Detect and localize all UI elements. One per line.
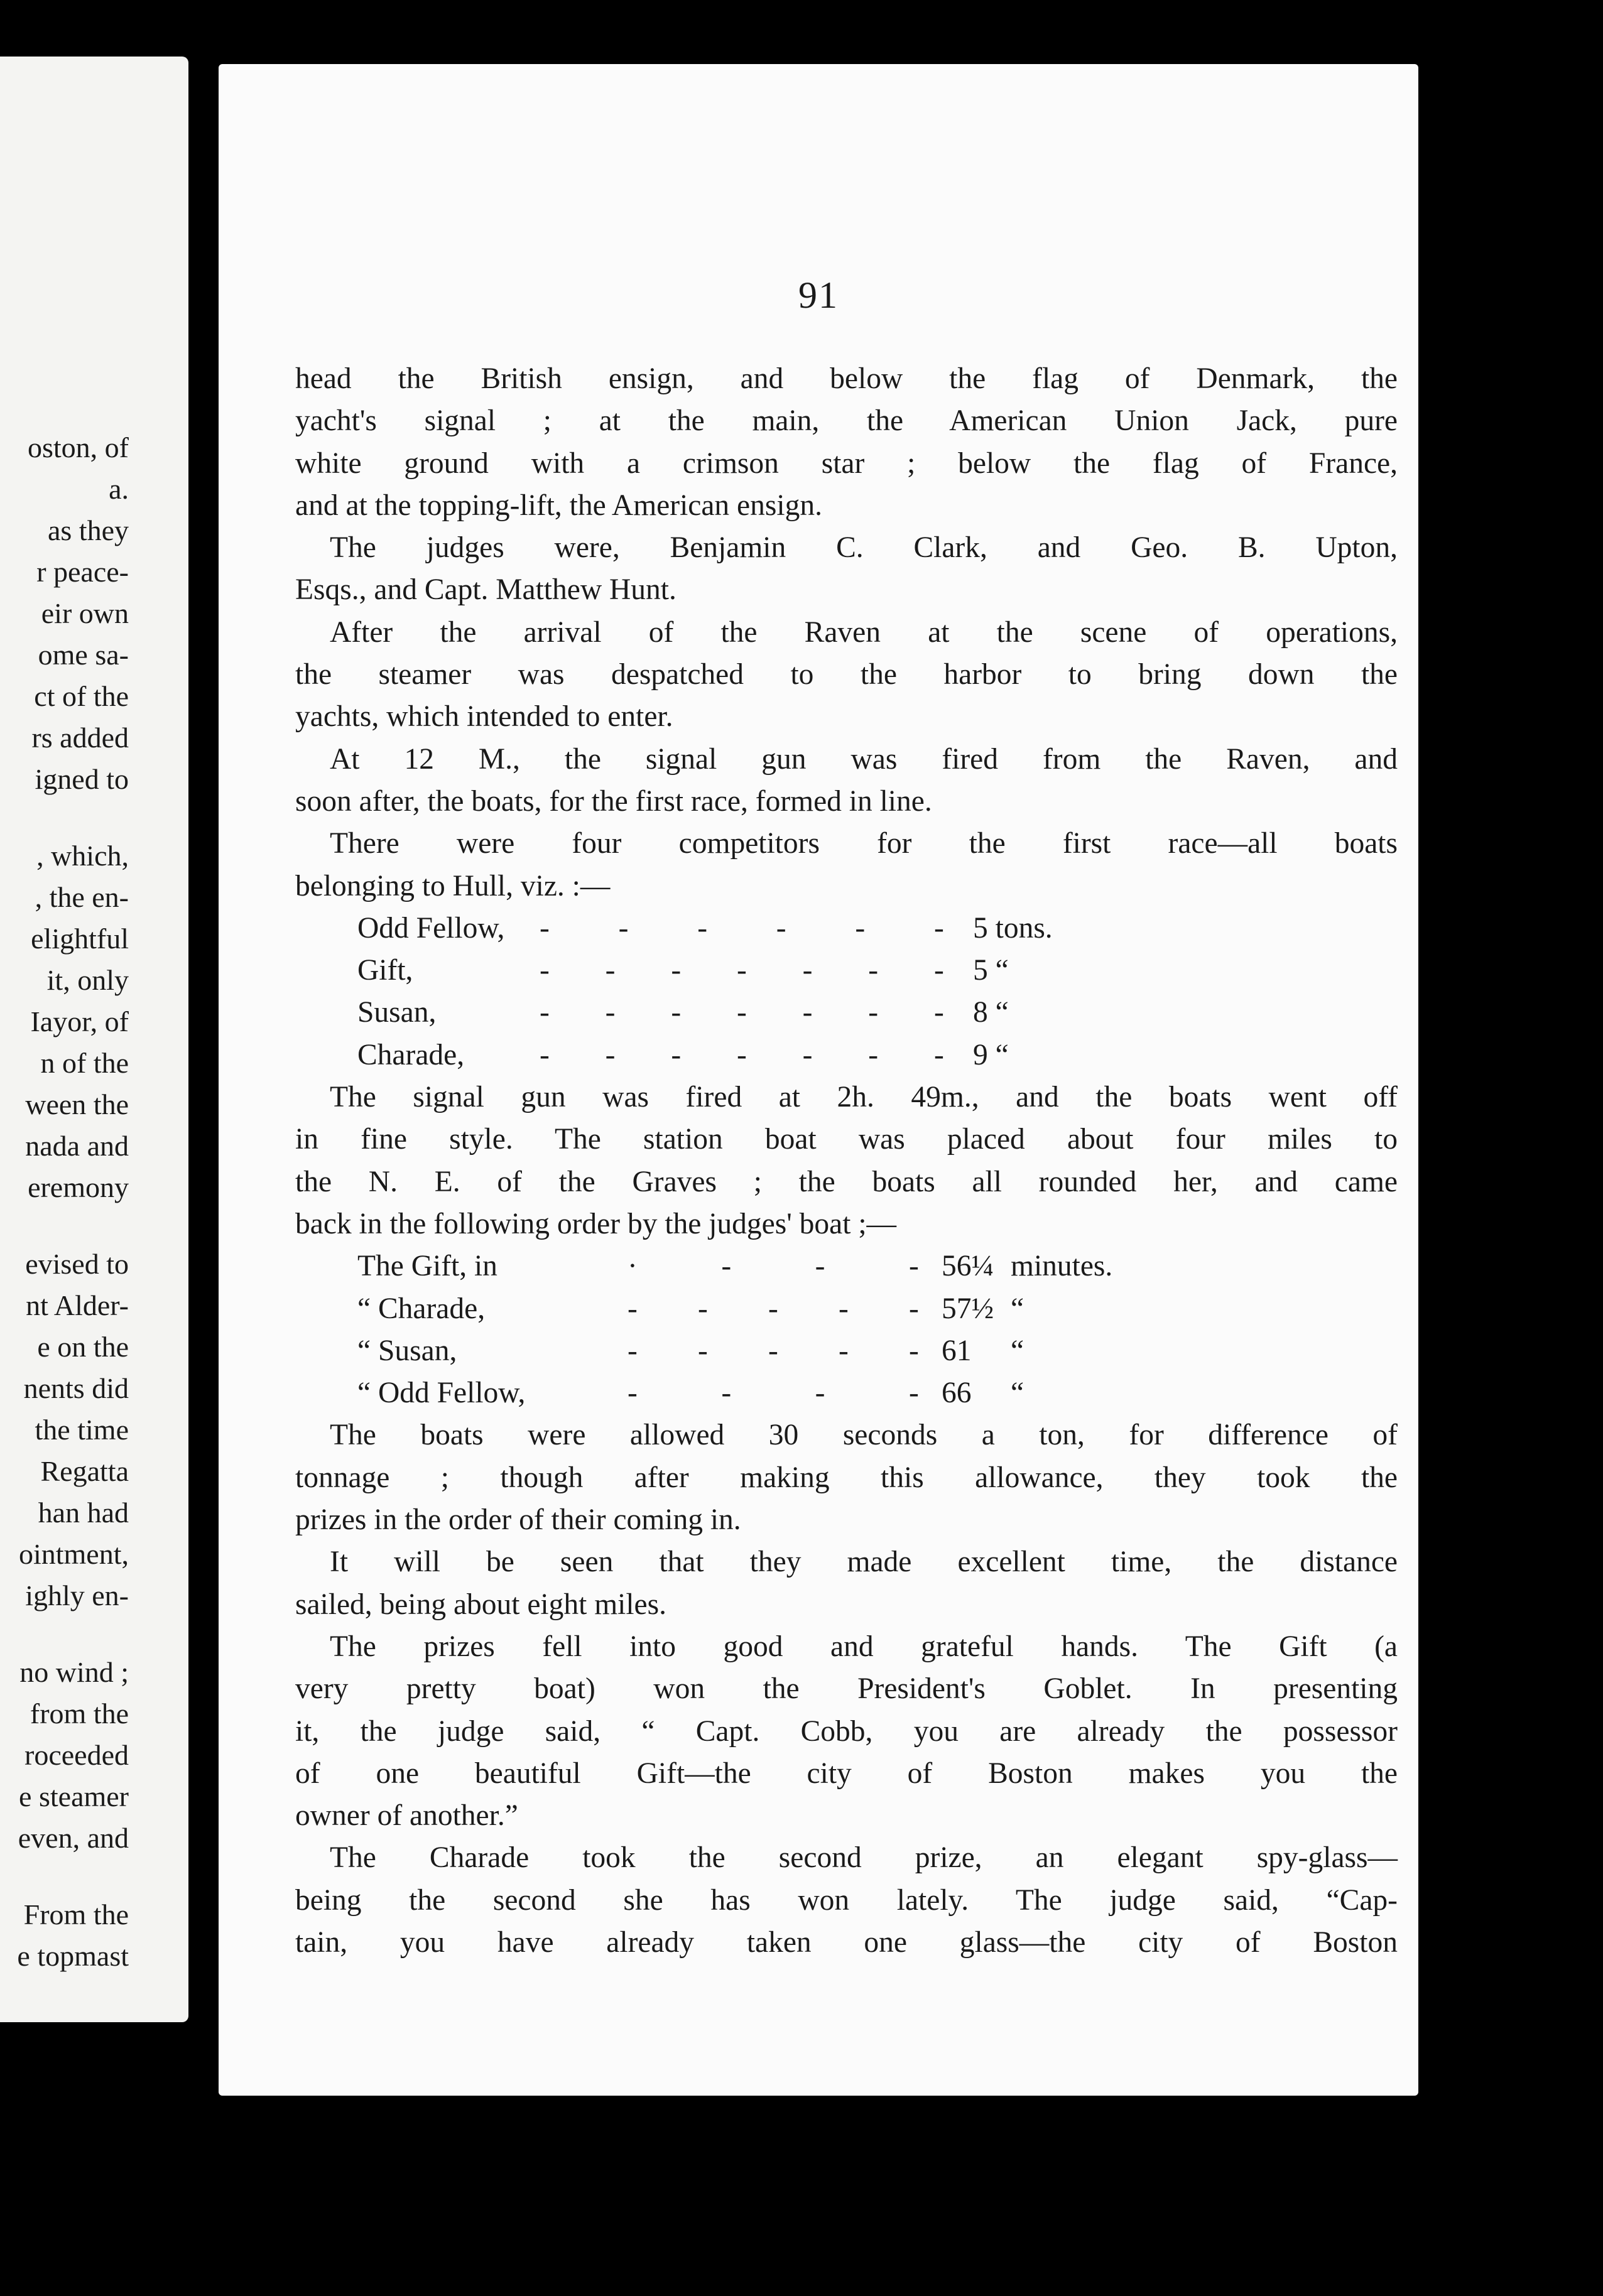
paragraph-judges	[295, 527, 1398, 612]
text-line: yachts, which intended to enter.	[295, 700, 673, 734]
left-page-line: a.	[109, 473, 129, 505]
text-line: it, the judge said, “ Capt. Cobb, you are already the possessor	[295, 1714, 1398, 1748]
leader-dots: - - - - - -	[540, 911, 944, 945]
text-line: The signal gun was fired at 2h. 49m., and the boats went off	[330, 1081, 1398, 1114]
left-page-line: From the	[23, 1898, 129, 1930]
left-page-line: ighly en-	[25, 1579, 129, 1611]
left-page-line: eremony	[28, 1171, 129, 1203]
left-page-line: as they	[47, 514, 129, 546]
competitor-row	[295, 992, 1398, 1034]
left-page-line: e topmast	[17, 1940, 129, 1972]
left-page-line: elightful	[31, 923, 129, 955]
left-page-line: igned to	[35, 763, 129, 795]
text-line: the N. E. of the Graves ; the boats all rounded her, and came	[295, 1165, 1398, 1198]
result-row	[295, 1245, 1398, 1287]
left-page-line: nents did	[23, 1372, 129, 1404]
text-line: tonnage ; though after making this allowance, they took the	[295, 1461, 1398, 1494]
text-line: in fine style. The station boat was placed about four miles to	[295, 1123, 1398, 1156]
left-page-line: e on the	[37, 1331, 129, 1363]
text-line: the steamer was despatched to the harbor to bring down the	[295, 658, 1398, 691]
text-line: prizes in the order of their coming in.	[295, 1503, 741, 1537]
left-page-line: oston, of	[28, 431, 129, 463]
left-page-line: nt Alder-	[26, 1289, 129, 1321]
text-line: back in the following order by the judges' boat ;—	[295, 1207, 897, 1240]
competitor-row	[295, 907, 1398, 950]
paragraph-signal-gun	[295, 739, 1398, 823]
leader-dots: - - - - - - -	[540, 954, 944, 987]
text-line: sailed, being about eight miles.	[295, 1588, 666, 1621]
body-text	[295, 358, 1398, 1964]
paragraph-prizes	[295, 1626, 1398, 1837]
competitor-tonnage: 5 “	[973, 954, 1009, 987]
left-page-line: ct of the	[34, 680, 129, 712]
leader-dots: - - - - - - -	[540, 1038, 944, 1071]
left-page-line: ween the	[25, 1088, 129, 1120]
left-page-line: Regatta	[40, 1455, 129, 1487]
left-page-line: r peace-	[36, 556, 129, 588]
result-row	[295, 1330, 1398, 1372]
left-page-line: , the en-	[35, 881, 129, 913]
left-page-line: nada and	[25, 1130, 129, 1162]
left-page-line: n of the	[40, 1047, 129, 1079]
competitor-name: Charade,	[357, 1038, 465, 1071]
paragraph-flags	[295, 358, 1398, 527]
left-page-line: the time	[35, 1414, 129, 1446]
result-unit: “	[1011, 1377, 1024, 1410]
competitor-tonnage: 9 “	[973, 1038, 1009, 1071]
left-page-line: han had	[38, 1497, 129, 1529]
text-line: head the British ensign, and below the flag of Denmark, the	[295, 362, 1398, 395]
left-page-line: evised to	[25, 1248, 129, 1280]
left-page-line: ointment,	[18, 1538, 129, 1570]
left-page-line: eir own	[41, 597, 129, 629]
result-time: 56¼	[942, 1250, 994, 1283]
text-line: very pretty boat) won the President's Goblet. In presenting	[295, 1672, 1398, 1706]
text-line: It will be seen that they made excellent time, the distance	[330, 1546, 1398, 1579]
result-boat: “ Odd Fellow,	[357, 1377, 526, 1410]
paragraph-arrival	[295, 612, 1398, 739]
paragraph-competitors	[295, 823, 1398, 907]
left-page-line: it, only	[46, 964, 129, 996]
left-page-line: Iayor, of	[30, 1005, 129, 1037]
results-table	[295, 1245, 1398, 1414]
leader-dots: - - - - -	[628, 1334, 919, 1367]
paragraph-time	[295, 1541, 1398, 1626]
text-line: After the arrival of the Raven at the scene of operations,	[330, 615, 1398, 649]
result-row	[295, 1288, 1398, 1330]
text-line: The prizes fell into good and grateful hands. The Gift (a	[330, 1630, 1398, 1663]
text-line: The boats were allowed 30 seconds a ton, for difference of	[330, 1419, 1398, 1452]
left-page-fragment	[0, 57, 188, 2022]
page-number: 91	[798, 274, 839, 316]
competitor-row	[295, 1034, 1398, 1076]
leader-dots: - - - -	[628, 1377, 919, 1410]
result-boat: “ Susan,	[357, 1334, 457, 1367]
paragraph-allowance	[295, 1414, 1398, 1541]
text-line: being the second she has won lately. The judge said, “Cap-	[295, 1883, 1398, 1917]
left-page-line: , which,	[36, 840, 129, 872]
result-unit: minutes.	[1011, 1250, 1113, 1283]
competitor-name: Susan,	[357, 996, 437, 1029]
result-time: 57½	[942, 1292, 994, 1325]
competitor-tonnage: 8 “	[973, 996, 1009, 1029]
leader-dots: · - - -	[628, 1250, 919, 1283]
result-time: 61	[942, 1334, 972, 1367]
paragraph-charade	[295, 1837, 1398, 1964]
text-line: white ground with a crimson star ; below the flag of France,	[295, 447, 1398, 480]
competitor-name: Odd Fellow,	[357, 911, 505, 945]
competitors-table	[295, 907, 1398, 1076]
text-line: Esqs., and Capt. Matthew Hunt.	[295, 573, 677, 607]
left-page-line: ome sa-	[38, 639, 129, 671]
result-row	[295, 1372, 1398, 1414]
text-line: belonging to Hull, viz. :—	[295, 869, 611, 902]
text-line: At 12 M., the signal gun was fired from the Raven, and	[330, 742, 1398, 776]
text-line: yacht's signal ; at the main, the American Union Jack, pure	[295, 404, 1398, 438]
text-line: soon after, the boats, for the first race, formed in line.	[295, 784, 932, 818]
leader-dots: - - - - -	[628, 1292, 919, 1325]
left-page-line: roceeded	[24, 1739, 129, 1771]
leader-dots: - - - - - - -	[540, 996, 944, 1029]
paragraph-race	[295, 1076, 1398, 1245]
left-page-line: even, and	[18, 1822, 129, 1854]
left-page-line: from the	[30, 1698, 129, 1730]
left-page-line: rs added	[31, 722, 129, 754]
left-page-line: e steamer	[19, 1780, 129, 1812]
result-time: 66	[942, 1377, 972, 1410]
text-line: The Charade took the second prize, an elegant spy-glass—	[330, 1841, 1398, 1875]
competitor-name: Gift,	[357, 954, 413, 987]
text-line: of one beautiful Gift—the city of Boston makes you the	[295, 1757, 1398, 1790]
text-line: and at the topping-lift, the American ensign.	[295, 489, 822, 522]
result-boat: The Gift, in	[357, 1250, 497, 1283]
text-line: owner of another.”	[295, 1799, 518, 1833]
right-page	[219, 64, 1418, 2096]
text-line: tain, you have already taken one glass—the city of Boston	[295, 1925, 1398, 1959]
left-page-line: no wind ;	[19, 1656, 129, 1688]
result-unit: “	[1011, 1292, 1024, 1325]
text-line: The judges were, Benjamin C. Clark, and Geo. B. Upton,	[330, 531, 1398, 565]
result-boat: “ Charade,	[357, 1292, 486, 1325]
result-unit: “	[1011, 1334, 1024, 1367]
competitor-tonnage: 5 tons.	[973, 911, 1053, 945]
text-line: There were four competitors for the first race—all boats	[330, 827, 1398, 860]
competitor-row	[295, 950, 1398, 992]
